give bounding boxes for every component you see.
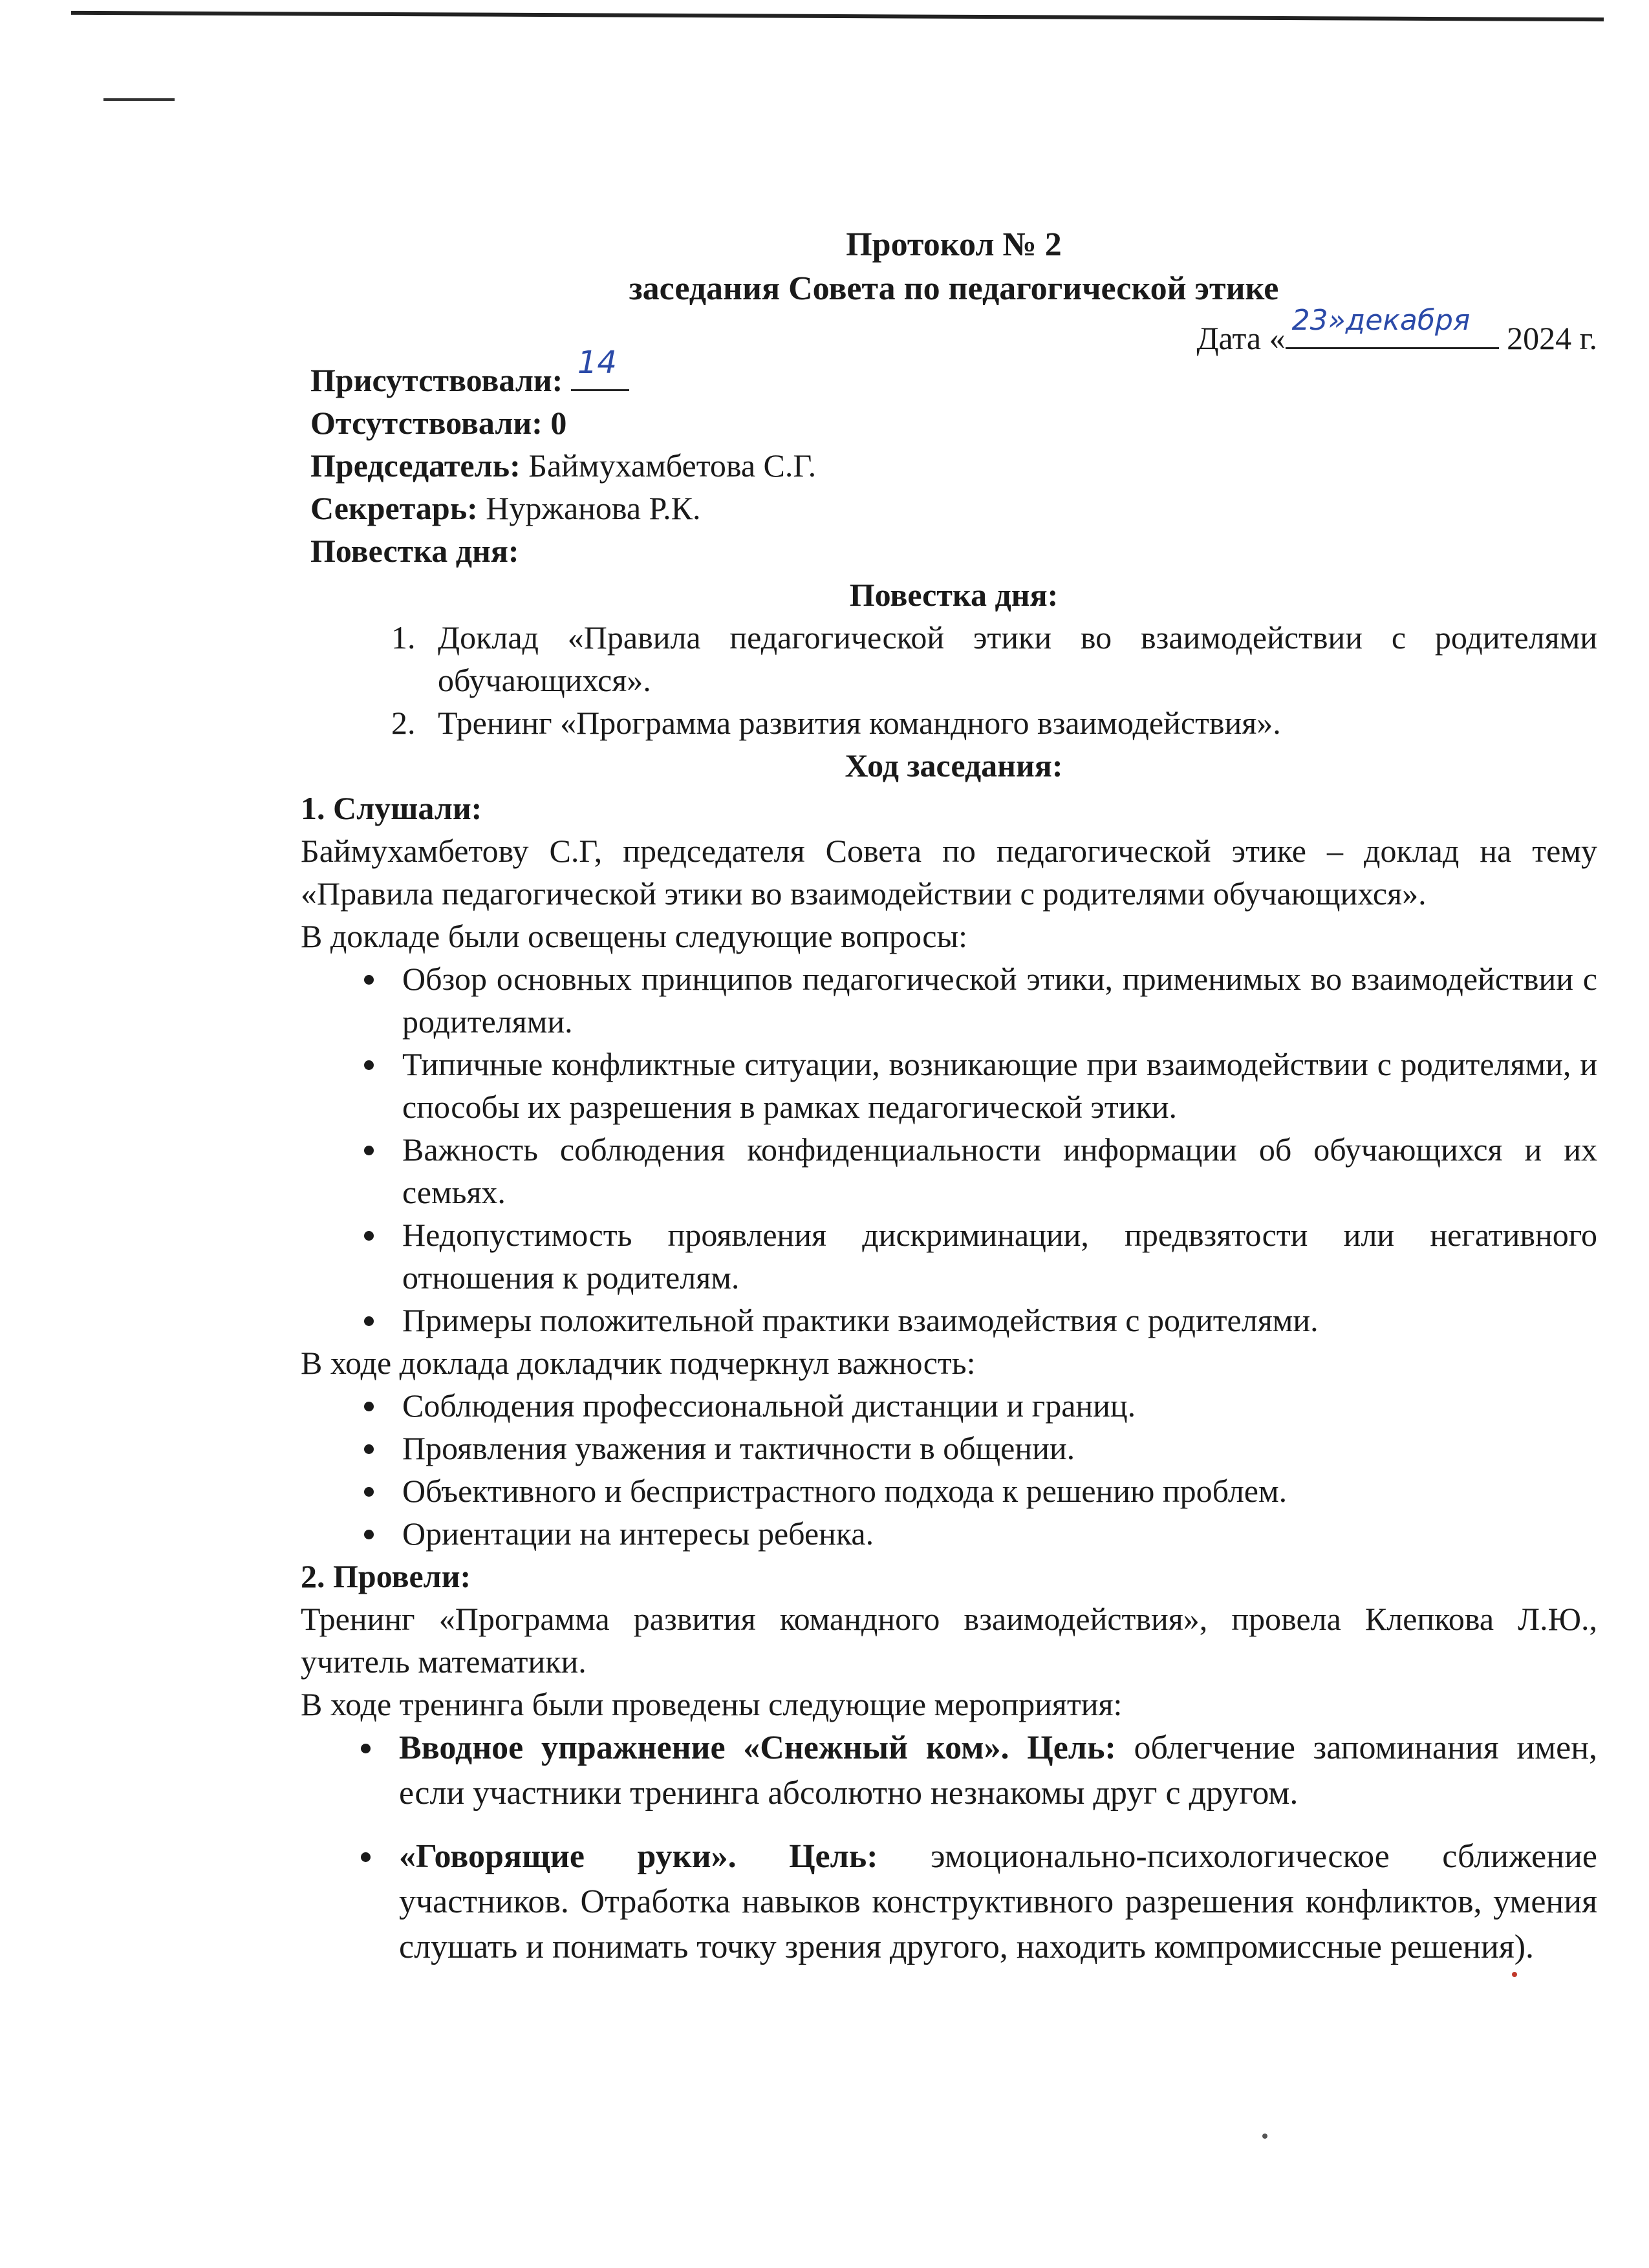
secretary-value: Нуржанова Р.К. — [486, 490, 701, 526]
section-1-title: 1. Слушали: — [301, 790, 482, 826]
topic-item: • Обзор основных принципов педагогической этики, применимых во взаимодействии с родителями. — [388, 957, 1597, 1043]
activity-item — [385, 1726, 1597, 1816]
scan-mark — [103, 98, 175, 101]
secretary-line — [310, 487, 1597, 530]
topic-item: • Важность соблюдения конфиденциальности информации об обучающихся и их семьях. — [388, 1128, 1597, 1214]
attendance-present — [310, 345, 1597, 401]
proceedings-heading: Ход заседания: — [845, 747, 1063, 784]
document-title: Протокол № 2 — [846, 226, 1062, 263]
emphasis-intro: В ходе доклада докладчик подчеркнул важность: — [301, 1345, 976, 1381]
section-1 — [301, 787, 1597, 1555]
secretary-label: Секретарь: — [310, 490, 478, 526]
chair-value: Баймухамбетова С.Г. — [528, 447, 817, 484]
activity-goal-label: Цель: — [789, 1838, 878, 1875]
emphasis-item: • Соблюдения профессиональной дистанции и границ. — [388, 1384, 1597, 1427]
topics-intro: В докладе были освещены следующие вопросы: — [301, 918, 967, 954]
activity-goal: облегчение запоминания имен, если участники тренинга абсолютно незнакомы друг с другом. — [399, 1729, 1598, 1812]
emphasis-list — [301, 1384, 1597, 1555]
date-prefix: Дата « — [1196, 320, 1286, 356]
topic-item: • Недопустимость проявления дискриминации, предвзятости или негативного отношения к родителям. — [388, 1214, 1597, 1299]
topic-item: • Типичные конфликтные ситуации, возникающие при взаимодействии с родителями, и способы их разрешения в рамках педагогической этики. — [388, 1043, 1597, 1128]
date-line — [310, 304, 1597, 359]
topics-list — [301, 957, 1597, 1342]
date-handwritten-field — [1286, 304, 1499, 349]
chair-label: Председатель: — [310, 447, 521, 484]
date-quote-close: » — [1328, 304, 1346, 337]
present-label: Присутствовали: — [310, 362, 563, 398]
activity-item — [385, 1834, 1597, 1970]
section-1-text: Баймухамбетову С.Г, председателя Совета по педагогической этике – доклад на тему «Правила педагогической этики во взаимодействии с родителями обучающихся». — [301, 833, 1597, 912]
section-2-title: 2. Провели: — [301, 1558, 471, 1594]
chair-line — [310, 444, 1597, 487]
date-handwritten-month: декабря — [1345, 304, 1471, 337]
absent-value: 0 — [550, 405, 567, 441]
attendance-absent — [310, 401, 1597, 444]
agenda-item: 2. Тренинг «Программа развития командного взаимодействия». — [424, 701, 1597, 744]
section-2 — [301, 1555, 1597, 1970]
activity-goal: эмоционально-психологическое сближение участников. Отработка навыков конструктивного разрешения конфликтов, умения слушать и понимать точку зрения другого, находить компромиссные решения). — [399, 1838, 1597, 1965]
absent-label: Отсутствовали: — [310, 405, 543, 441]
emphasis-item: • Проявления уважения и тактичности в общении. — [388, 1427, 1597, 1470]
agenda-item: 1. Доклад «Правила педагогической этики во взаимодействии с родителями обучающихся». — [424, 616, 1597, 701]
section-2-text: Тренинг «Программа развития командного взаимодействия», провела Клепкова Л.Ю., учитель математики. — [301, 1601, 1597, 1680]
activity-goal-label: Цель: — [1027, 1729, 1116, 1766]
agenda-list — [310, 616, 1597, 744]
protocol-document — [301, 223, 1598, 1988]
date-year: 2024 г. — [1507, 320, 1597, 356]
activity-name: «Говорящие руки». — [399, 1838, 737, 1875]
present-handwritten-count: 14 — [577, 345, 617, 381]
scan-edge-line — [71, 11, 1604, 21]
document-subtitle: заседания Совета по педагогической этике — [629, 270, 1279, 307]
activities-intro: В ходе тренинга были проведены следующие мероприятия: — [301, 1686, 1123, 1722]
topic-item: • Примеры положительной практики взаимодействия с родителями. — [388, 1299, 1597, 1342]
date-handwritten-day: 23 — [1291, 304, 1328, 337]
agenda-label: Повестка дня: — [310, 533, 519, 569]
dust-speck — [1262, 2134, 1267, 2139]
activities-list — [301, 1726, 1597, 1970]
activity-name: Вводное упражнение «Снежный ком». — [399, 1729, 1009, 1766]
agenda-heading: Повестка дня: — [849, 577, 1059, 613]
present-handwritten-field — [571, 345, 629, 391]
emphasis-item: • Ориентации на интересы ребенка. — [388, 1512, 1597, 1555]
emphasis-item: • Объективного и беспристрастного подхода к решению проблем. — [388, 1470, 1597, 1512]
